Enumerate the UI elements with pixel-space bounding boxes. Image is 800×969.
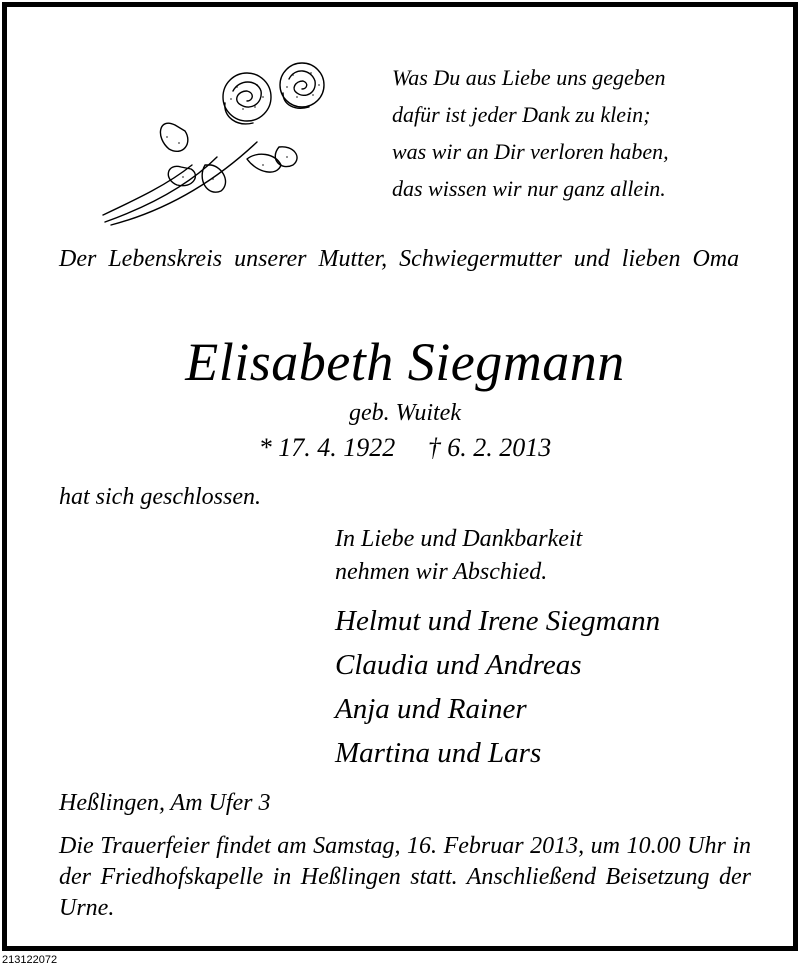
deceased-name: Elisabeth Siegmann [185, 332, 625, 392]
family-list [335, 599, 660, 775]
birth-name: geb. Wuitek [349, 400, 461, 426]
reference-number: 213122072 [2, 954, 58, 966]
service-announcement: Die Trauerfeier findet am Samstag, 16. Februar 2013, um 10.00 Uhr in der Friedhofskapelle in Heßlingen statt. Anschließend Beisetzung der Urne. [59, 833, 751, 921]
intro-text: Der Lebenskreis unserer Mutter, Schwiegermutter und lieben Oma [59, 246, 740, 272]
family-member: Anja und Rainer [335, 693, 527, 725]
farewell-line: nehmen wir Abschied. [335, 559, 548, 585]
poem-line: dafür ist jeder Dank zu klein; [392, 102, 651, 127]
family-member: Martina und Lars [335, 737, 542, 769]
closing-text: hat sich geschlossen. [59, 484, 261, 510]
obituary-frame [2, 2, 798, 951]
family-member: Claudia und Andreas [335, 649, 582, 681]
address: Heßlingen, Am Ufer 3 [59, 790, 271, 816]
poem-line: das wissen wir nur ganz allein. [392, 176, 666, 201]
farewell-text [335, 523, 582, 589]
farewell-line: In Liebe und Dankbarkeit [335, 526, 583, 552]
family-member: Helmut und Irene Siegmann [335, 605, 661, 637]
poem-line: was wir an Dir verloren haben, [392, 139, 669, 164]
poem [392, 59, 669, 207]
poem-line: Was Du aus Liebe uns gegeben [392, 65, 666, 90]
life-dates: * 17. 4. 1922 † 6. 2. 2013 [258, 433, 552, 462]
roses-illustration [97, 47, 327, 232]
